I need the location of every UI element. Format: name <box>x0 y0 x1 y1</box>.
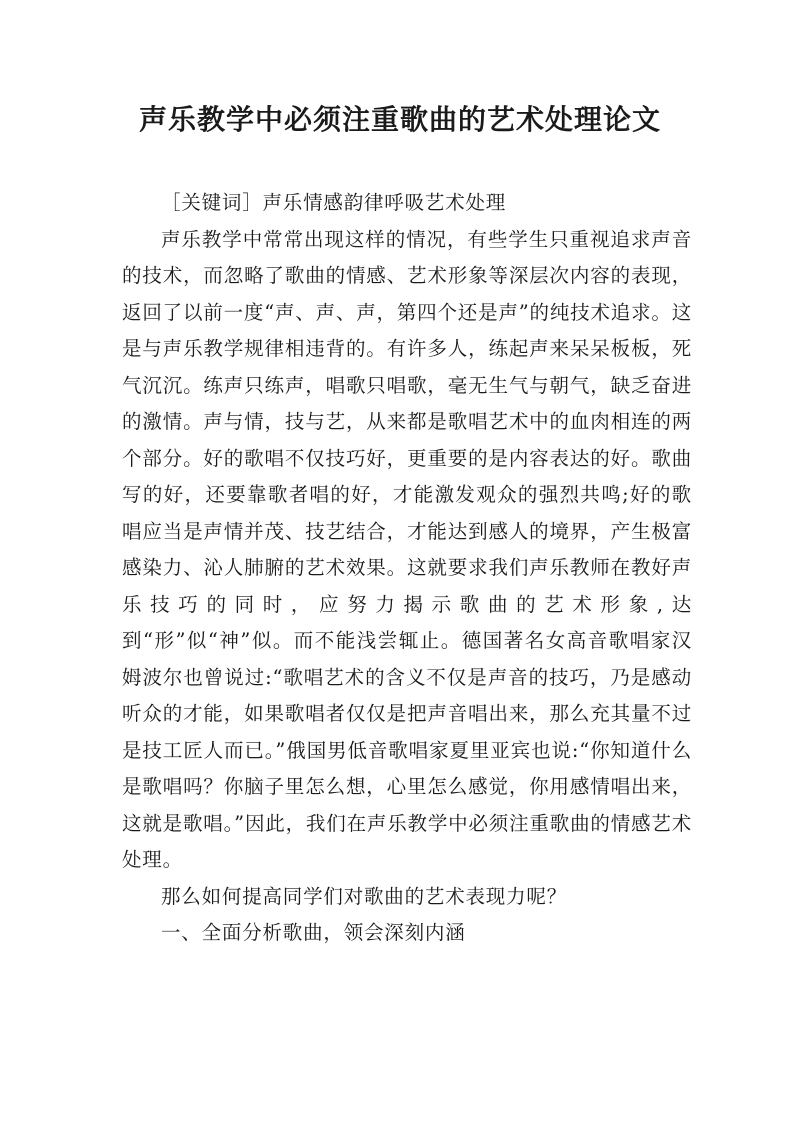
document-title: 声乐教学中必须注重歌曲的艺术处理论文 <box>138 103 661 136</box>
section-heading: 一、全面分析歌曲，领会深刻内涵 <box>161 921 466 944</box>
document-body <box>122 185 692 952</box>
keywords-line: ［关键词］声乐情感韵律呼吸艺术处理 <box>161 191 507 214</box>
body-paragraph: 那么如何提高同学们对歌曲的艺术表现力呢？ <box>161 884 568 908</box>
body-paragraph: 声乐教学中常常出现这样的情况，有些学生只重视追求声音的技术，而忽略了歌曲的情感、艺术形象等深层次内容的表现，返回了以前一度“声、声、声，第四个还是声”的纯技术追求。这是与声乐教学规律相违背的。有许多人，练起声来呆呆板板，死气沉沉。练声只练声，唱歌只唱歌，毫无生气与朝气，缺乏奋进的激情。声与情，技与艺，从来都是歌唱艺术中的血肉相连的两个部分。好的歌唱不仅技巧好，更重要的是内容表达的好。歌曲写的好，还要靠歌者唱的好，才能激发观众的强烈共鸣;好的歌唱应当是声情并茂、技艺结合，才能达到感人的境界，产生极富感染力、沁人肺腑的艺术效果。这就要求我们声乐教师在教好声乐技巧的同时，应努力揭示歌曲的艺术形象,达到“形”似“神”似。而不能浅尝辄止。德国著名女高音歌唱家汉姆波尔也曾说过:“歌唱艺术的含义不仅是声音的技巧，乃是感动听众的才能，如果歌唱者仅仅是把声音唱出来，那么充其量不过是技工匠人而已。”俄国男低音歌唱家夏里亚宾也说:“你知道什么是歌唱吗？你脑子里怎么想，心里怎么感觉，你用感情唱出来，这就是歌唱。”因此，我们在声乐教学中必须注重歌曲的情感艺术处理。 <box>122 227 692 871</box>
